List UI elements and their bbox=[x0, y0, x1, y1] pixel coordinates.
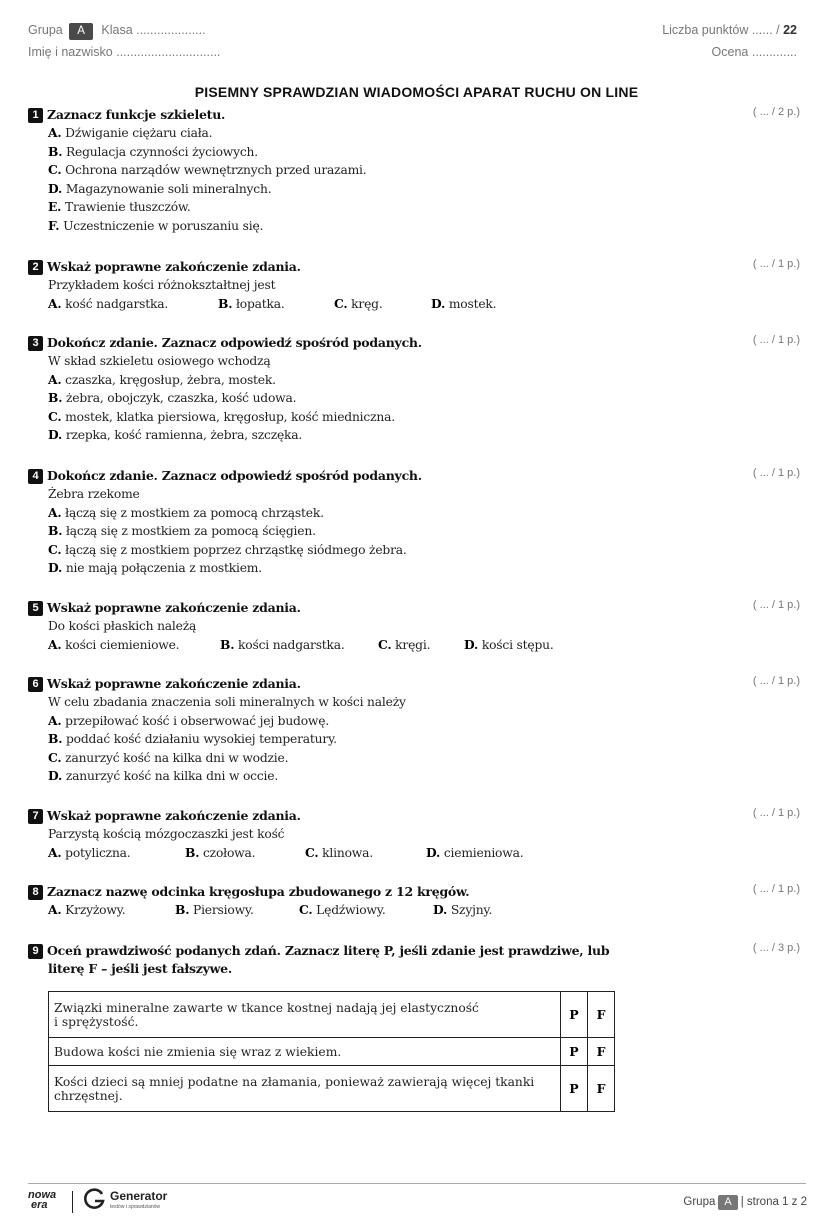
task-stem: W celu zbadania znaczenia soli mineralnych w kości należy bbox=[48, 695, 406, 709]
footer-page-info bbox=[683, 1195, 807, 1210]
option-a[interactable]: A. kość nadgarstka. bbox=[48, 295, 169, 311]
grade-field[interactable]: Ocena ............. bbox=[711, 45, 797, 59]
name-field[interactable]: Imię i nazwisko .............................. bbox=[28, 45, 221, 59]
true-option[interactable]: P bbox=[561, 1066, 588, 1112]
points-total: 22 bbox=[783, 23, 797, 37]
false-option[interactable]: F bbox=[588, 992, 615, 1038]
page-number: | strona 1 z 2 bbox=[740, 1196, 807, 1208]
option-d[interactable]: D. zanurzyć kość na kilka dni w occie. bbox=[48, 768, 279, 784]
option-c[interactable]: C. zanurzyć kość na kilka dni w wodzie. bbox=[48, 749, 289, 765]
task-points: ( ... / 1 p.) bbox=[752, 258, 800, 270]
points-line bbox=[662, 23, 797, 37]
task-4 bbox=[28, 467, 800, 578]
nowa-era-logo: nowa era bbox=[28, 1189, 57, 1211]
task-points: ( ... / 1 p.) bbox=[752, 334, 800, 346]
task-number: 3 bbox=[28, 336, 43, 351]
task-question: Oceń prawdziwość podanych zdań. Zaznacz literę P, jeśli zdanie jest prawdziwe, lub bbox=[47, 943, 610, 958]
table-row bbox=[49, 1066, 615, 1112]
option-d[interactable]: D. nie mają połączenia z mostkiem. bbox=[48, 560, 262, 576]
option-a[interactable]: A. łączą się z mostkiem za pomocą chrząstek. bbox=[48, 504, 324, 520]
option-b[interactable]: B. łączą się z mostkiem za pomocą ścięgien. bbox=[48, 523, 316, 539]
task-number: 8 bbox=[28, 885, 43, 900]
task-number: 6 bbox=[28, 677, 43, 692]
task-points: ( ... / 1 p.) bbox=[752, 467, 800, 479]
option-a[interactable]: A. kości ciemieniowe. bbox=[48, 636, 180, 652]
statement-cell: Kości dzieci są mniej podatne na złamania, ponieważ zawierają więcej tkanki chrzęstnej. bbox=[49, 1066, 561, 1112]
task-stem: Do kości płaskich należą bbox=[48, 619, 197, 633]
false-option[interactable]: F bbox=[588, 1066, 615, 1112]
class-field[interactable]: Klasa .................... bbox=[101, 23, 206, 37]
task-points: ( ... / 1 p.) bbox=[752, 599, 800, 611]
option-c[interactable]: C. klinowa. bbox=[305, 844, 373, 860]
option-c[interactable]: C. Lędźwiowy. bbox=[299, 902, 386, 917]
option-b[interactable]: B. Piersiowy. bbox=[175, 902, 254, 917]
task-2 bbox=[28, 258, 800, 313]
task-number: 7 bbox=[28, 809, 43, 824]
task-number: 2 bbox=[28, 260, 43, 275]
task-7 bbox=[28, 807, 800, 862]
option-c[interactable]: C. kręg. bbox=[334, 295, 383, 311]
task-number: 9 bbox=[28, 944, 43, 959]
task-points: ( ... / 1 p.) bbox=[752, 675, 800, 687]
task-question: Wskaż poprawne zakończenie zdania. bbox=[47, 808, 301, 823]
task-question: Zaznacz funkcje szkieletu. bbox=[47, 107, 226, 122]
task-9 bbox=[28, 942, 800, 978]
generator-title: Generator bbox=[110, 1189, 168, 1203]
generator-subtitle: testów i sprawdzianów bbox=[110, 1204, 161, 1210]
true-option[interactable]: P bbox=[561, 992, 588, 1038]
task-3 bbox=[28, 334, 800, 445]
option-b[interactable]: B. żebra, obojczyk, czaszka, kość udowa. bbox=[48, 390, 297, 406]
option-a[interactable]: A. Dźwiganie ciężaru ciała. bbox=[48, 125, 213, 140]
options-row bbox=[48, 636, 800, 655]
task-stem: Przykładem kości różnokształtnej jest bbox=[48, 278, 276, 292]
task-points: ( ... / 3 p.) bbox=[752, 942, 800, 954]
task-5 bbox=[28, 599, 800, 654]
task-question: Dokończ zdanie. Zaznacz odpowiedź spośród podanych. bbox=[47, 335, 422, 350]
options-row bbox=[48, 295, 800, 314]
task-question: Wskaż poprawne zakończenie zdania. bbox=[47, 676, 301, 691]
table-row bbox=[49, 992, 615, 1038]
option-f[interactable]: F. Uczestniczenie w poruszaniu się. bbox=[48, 217, 264, 233]
group-class-line bbox=[28, 23, 206, 40]
group-label: Grupa bbox=[28, 23, 63, 37]
task-question-line2: literę F – jeśli jest fałszywe. bbox=[48, 961, 232, 976]
option-c[interactable]: C. łączą się z mostkiem poprzez chrząstkę siódmego żebra. bbox=[48, 541, 407, 557]
option-b[interactable]: B. kości nadgarstka. bbox=[220, 636, 345, 652]
page-title: PISEMNY SPRAWDZIAN WIADOMOŚCI APARAT RUCHU ON LINE bbox=[194, 84, 639, 100]
true-false-table bbox=[48, 991, 615, 1112]
footer-divider bbox=[28, 1183, 806, 1184]
task-question: Wskaż poprawne zakończenie zdania. bbox=[47, 600, 301, 615]
option-c[interactable]: C. Ochrona narządów wewnętrznych przed urazami. bbox=[48, 162, 367, 178]
option-b[interactable]: B. Regulacja czynności życiowych. bbox=[48, 143, 258, 159]
table-row bbox=[49, 1038, 615, 1066]
option-d[interactable]: D. kości stępu. bbox=[464, 636, 554, 652]
option-d[interactable]: D. mostek. bbox=[431, 295, 497, 311]
option-b[interactable]: B. poddać kość działaniu wysokiej temperatury. bbox=[48, 731, 337, 747]
statement-cell: Budowa kości nie zmienia się wraz z wiekiem. bbox=[49, 1038, 561, 1066]
option-d[interactable]: D. Szyjny. bbox=[433, 902, 493, 917]
task-points: ( ... / 2 p.) bbox=[752, 106, 800, 118]
task-number: 5 bbox=[28, 601, 43, 616]
task-stem: W skład szkieletu osiowego wchodzą bbox=[48, 354, 271, 368]
options-row bbox=[48, 901, 800, 920]
task-points: ( ... / 1 p.) bbox=[752, 807, 800, 819]
option-b[interactable]: B. łopatka. bbox=[218, 295, 285, 311]
task-stem: Żebra rzekome bbox=[48, 487, 140, 501]
footer-group-label: Grupa bbox=[683, 1196, 716, 1208]
option-a[interactable]: A. potyliczna. bbox=[48, 844, 131, 860]
group-badge: A bbox=[69, 23, 93, 40]
logo-separator bbox=[72, 1191, 73, 1213]
task-8 bbox=[28, 883, 800, 920]
generator-logo-icon bbox=[84, 1188, 106, 1210]
option-e[interactable]: E. Trawienie tłuszczów. bbox=[48, 199, 191, 215]
points-label: Liczba punktów ...... / bbox=[662, 23, 780, 37]
option-a[interactable]: A. czaszka, kręgosłup, żebra, mostek. bbox=[48, 371, 276, 387]
task-question: Dokończ zdanie. Zaznacz odpowiedź spośród podanych. bbox=[47, 468, 422, 483]
option-d[interactable]: D. Magazynowanie soli mineralnych. bbox=[48, 180, 272, 196]
task-stem: Parzystą kością mózgoczaszki jest kość bbox=[48, 827, 285, 841]
option-a[interactable]: A. przepiłować kość i obserwować jej budowę. bbox=[48, 712, 330, 728]
true-option[interactable]: P bbox=[561, 1038, 588, 1066]
false-option[interactable]: F bbox=[588, 1038, 615, 1066]
task-number: 1 bbox=[28, 108, 43, 123]
option-c[interactable]: C. mostek, klatka piersiowa, kręgosłup, kość miedniczna. bbox=[48, 408, 395, 424]
task-number: 4 bbox=[28, 469, 43, 484]
statement-cell: Związki mineralne zawarte w tkance kostnej nadają jej elastyczność i sprężystość. bbox=[49, 992, 561, 1038]
footer-group-badge: A bbox=[718, 1195, 737, 1210]
task-6 bbox=[28, 675, 800, 786]
option-d[interactable]: D. rzepka, kość ramienna, żebra, szczęka. bbox=[48, 427, 303, 443]
options-row bbox=[48, 844, 800, 863]
option-c[interactable]: C. kręgi. bbox=[378, 636, 431, 652]
task-1 bbox=[28, 106, 800, 236]
option-a[interactable]: A. Krzyżowy. bbox=[48, 902, 126, 917]
task-question: Wskaż poprawne zakończenie zdania. bbox=[47, 259, 301, 274]
option-b[interactable]: B. czołowa. bbox=[185, 844, 256, 860]
option-d[interactable]: D. ciemieniowa. bbox=[426, 844, 524, 860]
task-points: ( ... / 1 p.) bbox=[752, 883, 800, 895]
task-question: Zaznacz nazwę odcinka kręgosłupa zbudowanego z 12 kręgów. bbox=[47, 884, 470, 899]
